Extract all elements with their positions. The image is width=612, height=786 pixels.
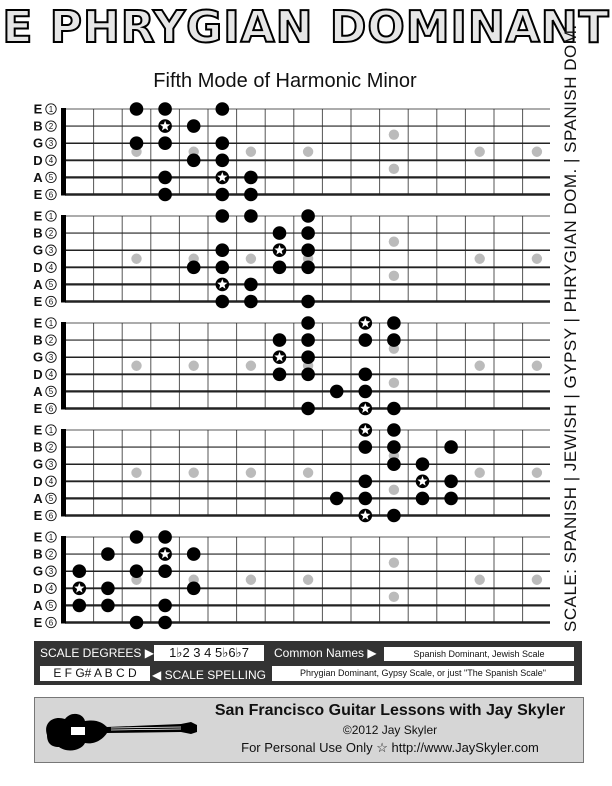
fret-inlay <box>389 236 399 246</box>
string-number: 5 <box>48 387 54 397</box>
note-dot <box>359 475 373 489</box>
fret-inlay <box>189 361 199 371</box>
fret-inlay <box>131 468 141 478</box>
note-dot <box>216 209 230 223</box>
string-name: A <box>33 597 43 613</box>
note-dot <box>444 475 458 489</box>
note-dot <box>158 102 172 116</box>
string-number: 2 <box>48 549 54 559</box>
common-names-2: Phrygian Dominant, Gypsy Scale, or just "The Spanish Scale" <box>272 666 574 681</box>
nut <box>61 536 66 624</box>
note-dot <box>301 295 315 309</box>
string-name: E <box>33 422 43 438</box>
note-dot <box>301 333 315 347</box>
fretboard-position-4 <box>30 421 550 523</box>
fret-inlay <box>389 592 399 602</box>
note-dot <box>359 492 373 506</box>
string-name: B <box>33 546 43 562</box>
string-name: A <box>33 276 43 292</box>
nut <box>61 322 66 410</box>
fret-inlay <box>246 361 256 371</box>
note-dot <box>244 188 258 202</box>
common-names-1: Spanish Dominant, Jewish Scale <box>384 647 574 661</box>
string-number: 2 <box>48 228 54 238</box>
string-name: G <box>32 135 44 151</box>
note-dot <box>444 492 458 506</box>
note-dot <box>359 368 373 382</box>
note-dot <box>158 188 172 202</box>
note-dot <box>216 243 230 257</box>
string-number: 3 <box>48 139 54 148</box>
note-dot <box>359 440 373 454</box>
string-name: B <box>33 225 43 241</box>
fret-inlay <box>532 254 542 264</box>
nut <box>61 429 66 517</box>
note-dot <box>244 171 258 185</box>
note-dot <box>387 333 401 347</box>
string-name: E <box>33 187 43 202</box>
fret-inlay <box>303 468 313 478</box>
string-name: A <box>33 383 43 399</box>
note-dot <box>273 333 287 347</box>
string-number: 4 <box>48 263 54 273</box>
string-number: 3 <box>48 460 54 469</box>
note-dot <box>387 402 401 416</box>
note-dot <box>273 368 287 382</box>
footer-line-3: For Personal Use Only ☆ http://www.JaySkyler.com <box>241 740 539 755</box>
string-name: E <box>33 294 43 309</box>
note-dot <box>273 261 287 275</box>
note-dot <box>187 119 201 133</box>
note-dot <box>301 402 315 416</box>
fret-inlay <box>303 147 313 157</box>
scale-spelling-label: ◀ SCALE SPELLING <box>152 668 266 682</box>
note-dot <box>416 492 430 506</box>
scale-degrees-label: SCALE DEGREES ▶ <box>40 646 154 660</box>
note-dot <box>301 226 315 240</box>
note-dot <box>273 226 287 240</box>
fret-inlay <box>246 147 256 157</box>
note-dot <box>158 171 172 185</box>
string-number: 2 <box>48 442 54 452</box>
string-number: 3 <box>48 246 54 255</box>
string-number: 1 <box>48 425 54 435</box>
note-dot <box>387 457 401 471</box>
fret-inlay <box>131 361 141 371</box>
note-dot <box>130 136 144 150</box>
page-title: E PHRYGIAN DOMINANT <box>2 2 610 53</box>
note-dot <box>444 440 458 454</box>
scale-info-panel <box>34 641 582 685</box>
fret-inlay <box>532 468 542 478</box>
string-name: E <box>33 508 43 523</box>
fret-inlay <box>389 129 399 139</box>
string-name: E <box>33 315 43 331</box>
note-dot <box>158 564 172 578</box>
note-dot <box>158 616 172 630</box>
string-name: A <box>33 490 43 506</box>
string-number: 2 <box>48 335 54 345</box>
note-dot <box>416 457 430 471</box>
string-number: 2 <box>48 121 54 131</box>
string-number: 5 <box>48 173 54 183</box>
string-number: 5 <box>48 601 54 611</box>
note-dot <box>244 295 258 309</box>
fret-inlay <box>389 557 399 567</box>
string-number: 4 <box>48 584 54 594</box>
string-number: 4 <box>48 477 54 487</box>
string-name: D <box>33 259 43 275</box>
string-number: 5 <box>48 494 54 504</box>
string-name: E <box>33 208 43 224</box>
note-dot <box>387 316 401 330</box>
string-number: 1 <box>48 104 54 114</box>
fret-inlay <box>303 575 313 585</box>
fret-inlay <box>475 254 485 264</box>
note-dot <box>387 440 401 454</box>
note-dot <box>187 547 201 561</box>
string-name: G <box>32 349 44 365</box>
note-dot <box>301 368 315 382</box>
note-dot <box>216 102 230 116</box>
note-dot <box>130 530 144 544</box>
note-dot <box>301 350 315 364</box>
string-name: G <box>32 242 44 258</box>
string-number: 6 <box>48 404 54 414</box>
note-dot <box>301 261 315 275</box>
note-dot <box>187 582 201 596</box>
string-number: 6 <box>48 190 54 200</box>
string-number: 1 <box>48 532 54 542</box>
note-dot <box>187 154 201 168</box>
fret-inlay <box>475 361 485 371</box>
note-dot <box>359 385 373 399</box>
string-number: 1 <box>48 318 54 328</box>
note-dot <box>330 492 344 506</box>
scale-degrees-value: 1♭2 3 4 5♭6♭7 <box>154 645 264 661</box>
string-number: 6 <box>48 511 54 521</box>
fret-inlay <box>246 254 256 264</box>
scale-spelling-value: E F G# A B C D <box>40 666 150 681</box>
string-name: A <box>33 169 43 185</box>
note-dot <box>301 243 315 257</box>
fret-inlay <box>189 468 199 478</box>
string-name: E <box>33 401 43 416</box>
fret-inlay <box>532 361 542 371</box>
string-name: D <box>33 152 43 168</box>
string-name: D <box>33 366 43 382</box>
note-dot <box>101 599 115 613</box>
string-name: E <box>33 615 43 630</box>
string-name: E <box>33 101 43 117</box>
fret-inlay <box>389 271 399 281</box>
footer-line-1: San Francisco Guitar Lessons with Jay Skyler <box>214 702 566 719</box>
string-number: 5 <box>48 280 54 290</box>
string-number: 6 <box>48 618 54 628</box>
fretboard-position-2 <box>30 207 550 309</box>
string-name: B <box>33 439 43 455</box>
note-dot <box>301 316 315 330</box>
string-name: G <box>32 456 44 472</box>
guitar-icon <box>41 705 201 755</box>
string-name: E <box>33 529 43 545</box>
note-dot <box>359 333 373 347</box>
string-number: 1 <box>48 211 54 221</box>
fretboard-position-1 <box>30 100 550 202</box>
note-dot <box>387 423 401 437</box>
note-dot <box>158 136 172 150</box>
fret-inlay <box>246 468 256 478</box>
fret-inlay <box>532 575 542 585</box>
string-number: 4 <box>48 370 54 380</box>
string-name: D <box>33 580 43 596</box>
string-name: D <box>33 473 43 489</box>
fret-inlay <box>532 147 542 157</box>
string-name: G <box>32 563 44 579</box>
nut <box>61 215 66 303</box>
note-dot <box>387 509 401 523</box>
footer-line-2: ©2012 Jay Skyler <box>342 723 438 737</box>
fret-inlay <box>389 164 399 174</box>
string-name: B <box>33 118 43 134</box>
note-dot <box>101 582 115 596</box>
fretboard-position-5 <box>30 528 550 630</box>
fret-inlay <box>131 254 141 264</box>
note-dot <box>130 102 144 116</box>
string-number: 6 <box>48 297 54 307</box>
note-dot <box>130 616 144 630</box>
note-dot <box>73 599 87 613</box>
note-dot <box>158 599 172 613</box>
common-names-label: Common Names ▶ <box>274 646 377 660</box>
note-dot <box>301 209 315 223</box>
fret-inlay <box>389 378 399 388</box>
string-number: 4 <box>48 156 54 166</box>
note-dot <box>244 209 258 223</box>
note-dot <box>101 547 115 561</box>
string-number: 3 <box>48 567 54 576</box>
note-dot <box>216 188 230 202</box>
string-number: 3 <box>48 353 54 362</box>
fret-inlay <box>389 485 399 495</box>
fretboard-position-3 <box>30 314 550 416</box>
note-dot <box>216 261 230 275</box>
note-dot <box>216 295 230 309</box>
note-dot <box>216 136 230 150</box>
fret-inlay <box>475 575 485 585</box>
note-dot <box>158 530 172 544</box>
note-dot <box>216 154 230 168</box>
fret-inlay <box>475 468 485 478</box>
note-dot <box>73 564 87 578</box>
note-dot <box>244 278 258 292</box>
note-dot <box>330 385 344 399</box>
fret-inlay <box>246 575 256 585</box>
nut <box>61 108 66 196</box>
footer <box>34 697 584 763</box>
page-subtitle: Fifth Mode of Harmonic Minor <box>153 70 417 92</box>
fret-inlay <box>475 147 485 157</box>
note-dot <box>130 564 144 578</box>
note-dot <box>187 261 201 275</box>
side-label: SCALE: SPANISH | JEWISH | GYPSY | PHRYGIAN DOM. | SPANISH DOM. <box>561 24 580 632</box>
string-name: B <box>33 332 43 348</box>
